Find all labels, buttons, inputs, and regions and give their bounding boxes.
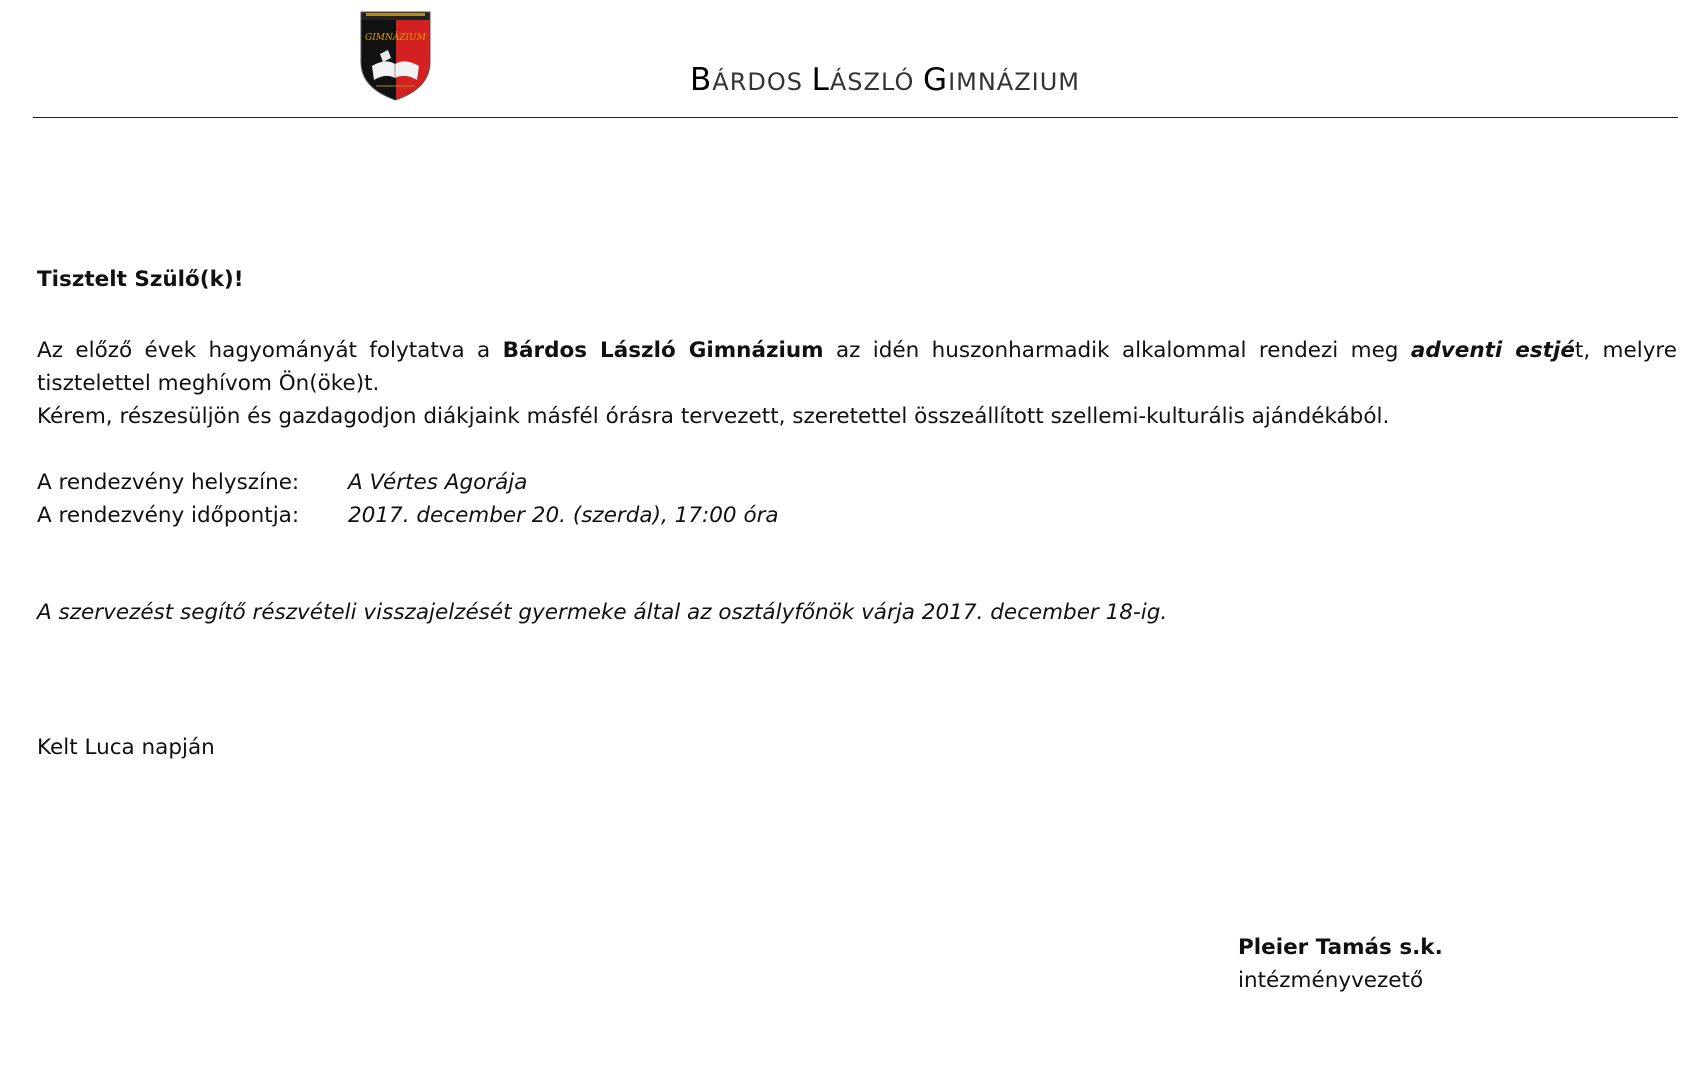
time-label: A rendezvény időpontja: (37, 503, 300, 528)
date-line: Kelt Luca napján (37, 735, 215, 760)
school-name (690, 62, 1080, 98)
rsvp-note: A szervezést segítő részvételi visszajelzését gyermeke által az osztályfőnök várja 2017. december 18-ig. (37, 600, 1168, 625)
signature-title: intézményvezető (1238, 968, 1424, 993)
event-name: adventi estjé (1410, 338, 1575, 363)
crest-text: GIMNÁZIUM (365, 33, 426, 43)
signature-name: Pleier Tamás s.k. (1238, 935, 1443, 960)
school-name-bold: Bárdos László Gimnázium (502, 338, 824, 363)
school-name-part: GIMNÁZIUM (923, 62, 1081, 98)
header-divider (33, 117, 1678, 118)
venue-label: A rendezvény helyszíne: (37, 470, 300, 495)
school-name-part: LÁSZLÓ (811, 62, 924, 98)
venue-row (37, 466, 527, 499)
venue-value: A Vértes Agorája (348, 470, 528, 495)
salutation: Tisztelt Szülő(k)! (37, 267, 244, 292)
time-row (37, 499, 779, 532)
time-value: 2017. december 20. (szerda), 17:00 óra (348, 503, 779, 528)
invitation-paragraph: Az előző évek hagyományát folytatva a Bárdos László Gimnázium az idén huszonharmadik alkalommal rendezi meg adventi estjét, melyre tisztelettel meghívom Ön(öke)t. (37, 338, 1678, 396)
letterhead (0, 0, 1698, 118)
request-paragraph: Kérem, részesüljön és gazdagodjon diákjaink másfél órásra tervezett, szeretettel összeállított szellemi-kulturális ajándékából. (37, 404, 1390, 429)
school-name-part: BÁRDOS (690, 62, 812, 98)
school-crest-icon (358, 10, 433, 102)
